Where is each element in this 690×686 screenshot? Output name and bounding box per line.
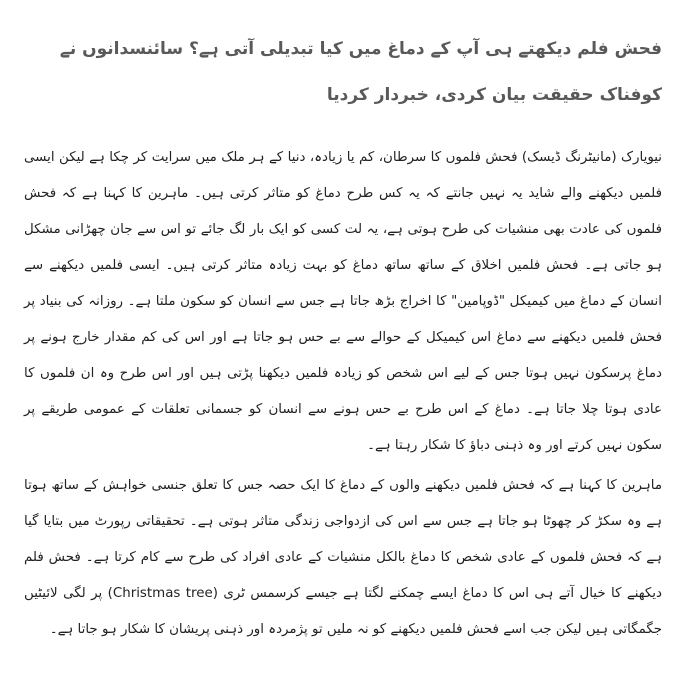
article-body (20, 140, 670, 648)
article-title: فحش فلم دیکھتے ہی آپ کے دماغ میں کیا تبدیلی آتی ہے؟ سائنسدانوں نے کوفناک حقیقت بیان کردی، خبردار کردیا (59, 39, 662, 105)
article-paragraph: نیویارک (مانیٹرنگ ڈیسک) فحش فلموں کا سرطان، کم یا زیادہ، دنیا کے ہر ملک میں سرایت کر چکا ہے لیکن ایسی فلمیں دیکھنے والے شاید یہ نہیں جانتے کہ یہ کس طرح دماغ کو متاثر کرتی ہیں۔ ماہرین کا کہنا ہے کہ فحش فلموں کی عادت بھی منشیات کی طرح ہوتی ہے، یہ لت کسی کو ایک بار لگ جائے تو اس سے جان چھڑانی مشکل ہو جاتی ہے۔ فحش فلمیں اخلاق کے ساتھ ساتھ دماغ کو بہت زیادہ متاثر کرتی ہیں۔ ایسی فلمیں دیکھنے سے انسان کے دماغ میں کیمیکل "ڈوپامین" کا اخراج بڑھ جاتا ہے جس سے انسان کو سکون ملتا ہے۔ روزانہ کی بنیاد پر فحش فلمیں دیکھنے سے دماغ اس کیمیکل کے حوالے سے بے حس ہو جاتا ہے اور اس کی کم مقدار خارج ہونے پر دماغ پرسکون نہیں ہوتا جس کے لیے اس شخص کو زیادہ فلمیں دیکھنا پڑتی ہیں اور اس طرح وہ ان فلموں کا عادی ہوتا چلا جاتا ہے۔ دماغ کے اس طرح بے حس ہونے سے انسان کو جسمانی تعلقات کے عمومی طریقے پر سکون نہیں کرتے اور وہ ذہنی دباؤ کا شکار رہتا ہے۔ (24, 150, 662, 453)
article-paragraph: ماہرین کا کہنا ہے کہ فحش فلمیں دیکھنے والوں کے دماغ کا ایک حصہ جس کا تعلق جنسی خواہش کے ساتھ ہوتا ہے وہ سکڑ کر چھوٹا ہو جاتا ہے جس سے اس کی ازدواجی زندگی متاثر ہوتی ہے۔ تحقیقاتی رپورٹ میں بتایا گیا ہے کہ فحش فلموں کے عادی شخص کا دماغ بالکل منشیات کے عادی افراد کی طرح سے کام کرتا ہے۔ فحش فلم دیکھنے کا خیال آتے ہی اس کا دماغ ایسے چمکنے لگتا ہے جیسے کرسمس ٹری (Christmas tree) پر لگی لائیٹیں جگمگاتی ہیں لیکن جب اسے فحش فلمیں دیکھنے کو نہ ملیں تو پژمردہ اور ذہنی پریشان کا شکار ہو جاتا ہے۔ (24, 478, 662, 637)
